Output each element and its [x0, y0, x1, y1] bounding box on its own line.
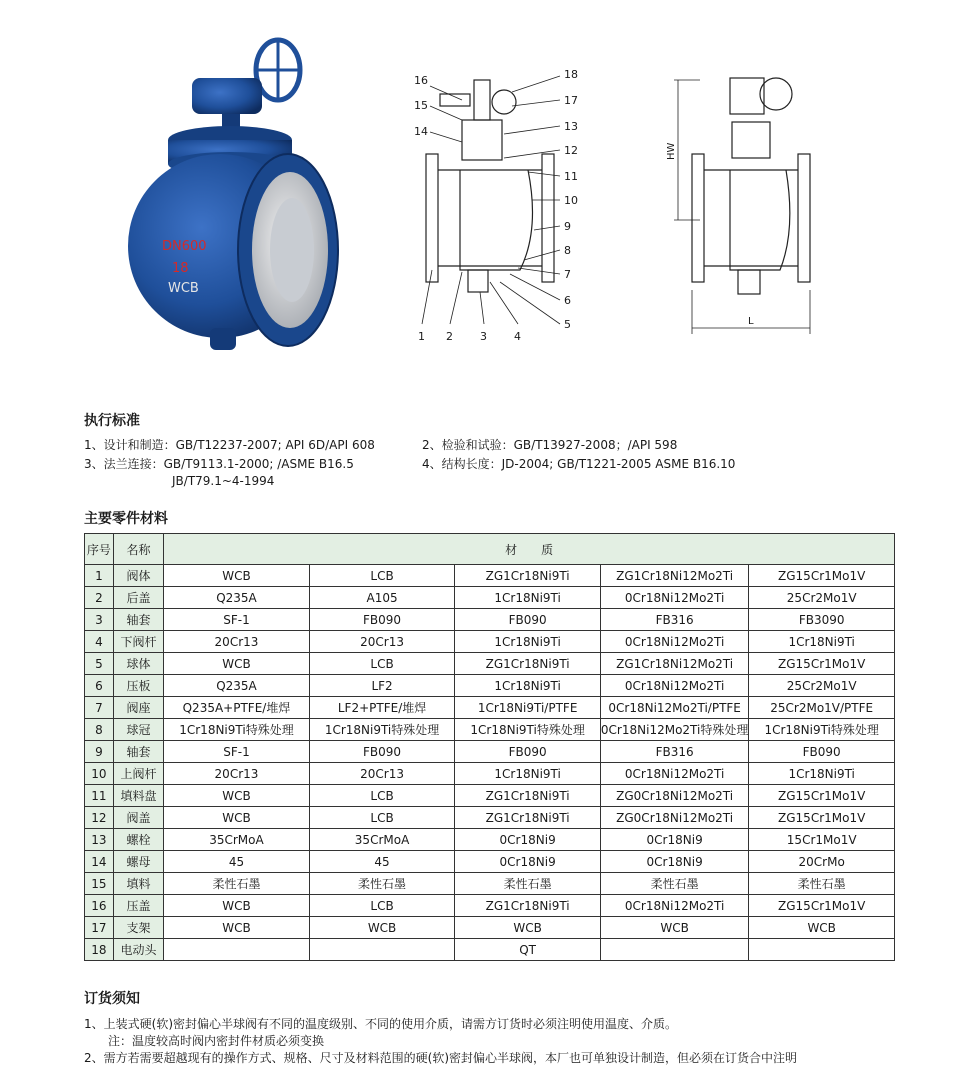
cell-part-name: 上阀杆 [113, 763, 163, 785]
cell-no: 12 [85, 807, 114, 829]
header-name: 名称 [113, 534, 163, 565]
cell-material: 15Cr1Mo1V [749, 829, 895, 851]
cell-material: 1Cr18Ni9Ti [455, 631, 601, 653]
cell-material: 1Cr18Ni9Ti [455, 587, 601, 609]
cell-no: 15 [85, 873, 114, 895]
table-row [85, 587, 895, 609]
cell-material: 柔性石墨 [600, 873, 748, 895]
cell-material: WCB [164, 785, 310, 807]
table-row [85, 873, 895, 895]
cell-material: 45 [164, 851, 310, 873]
callout-2: 2 [446, 330, 453, 343]
cell-no: 1 [85, 565, 114, 587]
cell-material: LCB [309, 807, 455, 829]
cell-material: 20Cr13 [164, 631, 310, 653]
table-row [85, 895, 895, 917]
ordering-line: 2、需方若需要超越现有的操作方式、规格、尺寸及材料范围的硬(软)密封偏心半球阀，本厂也可单独设计制造，但必须在订货合中注明 [84, 1051, 798, 1065]
callout-5: 5 [564, 318, 571, 331]
cell-material: WCB [164, 807, 310, 829]
cell-no: 13 [85, 829, 114, 851]
cell-no: 11 [85, 785, 114, 807]
table-row [85, 653, 895, 675]
standard-item: 1、设计和制造：GB/T12237-2007; API 6D/API 608 [84, 438, 375, 452]
cell-no: 4 [85, 631, 114, 653]
standard-item: 2、检验和试验：GB/T13927-2008；/API 598 [422, 438, 678, 452]
table-row [85, 917, 895, 939]
table-row [85, 829, 895, 851]
cell-material: ZG15Cr1Mo1V [749, 565, 895, 587]
cell-material: ZG1Cr18Ni9Ti [455, 895, 601, 917]
cell-material: 1Cr18Ni9Ti特殊处理 [309, 719, 455, 741]
dimension-l: L [748, 316, 754, 327]
materials-table [84, 533, 895, 961]
callout-18: 18 [564, 68, 578, 81]
header-material: 材 质 [164, 534, 895, 565]
cell-material: FB090 [455, 609, 601, 631]
cell-material: 柔性石墨 [749, 873, 895, 895]
cell-material: 20CrMo [749, 851, 895, 873]
cell-part-name: 阀盖 [113, 807, 163, 829]
table-row [85, 697, 895, 719]
body-mark-class: 18 [172, 261, 189, 276]
cell-material: 1Cr18Ni9Ti/PTFE [455, 697, 601, 719]
cell-material: 35CrMoA [164, 829, 310, 851]
cell-material: 20Cr13 [164, 763, 310, 785]
cell-no: 18 [85, 939, 114, 961]
cell-material: 1Cr18Ni9Ti [455, 763, 601, 785]
cell-material: ZG1Cr18Ni9Ti [455, 653, 601, 675]
standards-title: 执行标准 [84, 413, 140, 429]
cell-no: 7 [85, 697, 114, 719]
cell-no: 16 [85, 895, 114, 917]
table-row [85, 785, 895, 807]
cell-material: WCB [749, 917, 895, 939]
table-row [85, 763, 895, 785]
cell-no: 3 [85, 609, 114, 631]
callout-6: 6 [564, 294, 571, 307]
cell-material: 0Cr18Ni9 [600, 829, 748, 851]
cell-material [164, 939, 310, 961]
standard-item: 3、法兰连接：GB/T9113.1-2000; /ASME B16.5 [84, 457, 354, 471]
cell-material: SF-1 [164, 609, 310, 631]
cell-no: 17 [85, 917, 114, 939]
cell-material: 0Cr18Ni9 [455, 851, 601, 873]
callout-14: 14 [414, 125, 428, 138]
outline-drawing [660, 60, 825, 360]
cell-material: 45 [309, 851, 455, 873]
body-mark-size: DN600 [162, 239, 207, 254]
table-row [85, 631, 895, 653]
table-row [85, 939, 895, 961]
cell-material: WCB [455, 917, 601, 939]
cell-material: 25Cr2Mo1V/PTFE [749, 697, 895, 719]
callout-13: 13 [564, 120, 578, 133]
table-row [85, 741, 895, 763]
cell-material: ZG15Cr1Mo1V [749, 895, 895, 917]
cell-material: Q235A [164, 675, 310, 697]
callout-17: 17 [564, 94, 578, 107]
cell-material: 柔性石墨 [309, 873, 455, 895]
materials-title: 主要零件材料 [84, 511, 168, 527]
cell-part-name: 轴套 [113, 741, 163, 763]
cell-material: WCB [309, 917, 455, 939]
cell-part-name: 电动头 [113, 939, 163, 961]
table-row [85, 807, 895, 829]
cell-material: 25Cr2Mo1V [749, 587, 895, 609]
cell-material: WCB [164, 565, 310, 587]
cell-part-name: 后盖 [113, 587, 163, 609]
cell-material: 柔性石墨 [164, 873, 310, 895]
cell-no: 9 [85, 741, 114, 763]
cell-no: 14 [85, 851, 114, 873]
cell-material: 0Cr18Ni12Mo2Ti/PTFE [600, 697, 748, 719]
cell-material: 0Cr18Ni9 [600, 851, 748, 873]
cell-no: 5 [85, 653, 114, 675]
cell-part-name: 支架 [113, 917, 163, 939]
cell-material: SF-1 [164, 741, 310, 763]
cell-no: 2 [85, 587, 114, 609]
table-row [85, 675, 895, 697]
cell-material: ZG1Cr18Ni12Mo2Ti [600, 565, 748, 587]
cell-part-name: 填料 [113, 873, 163, 895]
cell-part-name: 阀座 [113, 697, 163, 719]
cell-part-name: 球体 [113, 653, 163, 675]
cell-material: ZG15Cr1Mo1V [749, 807, 895, 829]
cell-material: FB090 [309, 741, 455, 763]
table-row [85, 609, 895, 631]
table-row [85, 565, 895, 587]
cell-part-name: 压盖 [113, 895, 163, 917]
cell-material: 1Cr18Ni9Ti [749, 763, 895, 785]
dimension-hw: HW [666, 142, 677, 160]
cell-material: 0Cr18Ni12Mo2Ti [600, 631, 748, 653]
cell-material: 0Cr18Ni9 [455, 829, 601, 851]
cell-material: FB3090 [749, 609, 895, 631]
cell-material: 0Cr18Ni12Mo2Ti [600, 587, 748, 609]
cell-material: ZG1Cr18Ni9Ti [455, 807, 601, 829]
cell-part-name: 球冠 [113, 719, 163, 741]
cell-material: WCB [164, 917, 310, 939]
cell-no: 6 [85, 675, 114, 697]
cell-material: QT [455, 939, 601, 961]
cell-part-name: 轴套 [113, 609, 163, 631]
callout-3: 3 [480, 330, 487, 343]
cell-material: FB090 [749, 741, 895, 763]
cell-material: 25Cr2Mo1V [749, 675, 895, 697]
ordering-title: 订货须知 [84, 991, 140, 1007]
cell-no: 10 [85, 763, 114, 785]
callout-4: 4 [514, 330, 521, 343]
cell-material: 0Cr18Ni12Mo2Ti [600, 895, 748, 917]
cell-material: LCB [309, 785, 455, 807]
cell-material: ZG0Cr18Ni12Mo2Ti [600, 785, 748, 807]
standard-item: 4、结构长度：JD-2004; GB/T1221-2005 ASME B16.10 [422, 457, 736, 471]
header-no: 序号 [85, 534, 114, 565]
cell-material: A105 [309, 587, 455, 609]
cell-material: 1Cr18Ni9Ti特殊处理 [164, 719, 310, 741]
callout-11: 11 [564, 170, 578, 183]
cell-material: LCB [309, 653, 455, 675]
cell-material [600, 939, 748, 961]
cell-material: 柔性石墨 [455, 873, 601, 895]
cell-material: 1Cr18Ni9Ti [455, 675, 601, 697]
cell-part-name: 填料盘 [113, 785, 163, 807]
cell-material: Q235A [164, 587, 310, 609]
cell-material: LF2+PTFE/堆焊 [309, 697, 455, 719]
cell-material: ZG15Cr1Mo1V [749, 785, 895, 807]
cell-part-name: 压板 [113, 675, 163, 697]
standard-item: JB/T79.1~4-1994 [172, 474, 275, 488]
cell-material: LCB [309, 895, 455, 917]
cell-material: 0Cr18Ni12Mo2Ti [600, 675, 748, 697]
cell-material: FB090 [309, 609, 455, 631]
cell-part-name: 阀体 [113, 565, 163, 587]
cell-material: 0Cr18Ni12Mo2Ti [600, 763, 748, 785]
cell-material: LF2 [309, 675, 455, 697]
table-row [85, 851, 895, 873]
cell-material: ZG1Cr18Ni9Ti [455, 565, 601, 587]
callout-9: 9 [564, 220, 571, 233]
cell-part-name: 螺母 [113, 851, 163, 873]
callout-7: 7 [564, 268, 571, 281]
ordering-line: 1、上装式硬(软)密封偏心半球阀有不同的温度级别、不同的使用介质，请需方订货时必须注明使用温度、介质。 [84, 1017, 678, 1031]
cell-material: 20Cr13 [309, 763, 455, 785]
cell-part-name: 螺栓 [113, 829, 163, 851]
cell-no: 8 [85, 719, 114, 741]
cell-material: WCB [600, 917, 748, 939]
cell-material: 0Cr18Ni12Mo2Ti特殊处理 [600, 719, 748, 741]
callout-8: 8 [564, 244, 571, 257]
cell-material [749, 939, 895, 961]
cell-material: LCB [309, 565, 455, 587]
body-mark-material: WCB [168, 281, 199, 296]
cell-material: 1Cr18Ni9Ti [749, 631, 895, 653]
cell-material: WCB [164, 653, 310, 675]
cell-material: 1Cr18Ni9Ti特殊处理 [749, 719, 895, 741]
callout-16: 16 [414, 74, 428, 87]
callout-10: 10 [564, 194, 578, 207]
ordering-note: 注：温度较高时阀内密封件材质必须变换 [108, 1034, 325, 1048]
cell-material: WCB [164, 895, 310, 917]
cell-material: ZG15Cr1Mo1V [749, 653, 895, 675]
cell-material: ZG0Cr18Ni12Mo2Ti [600, 807, 748, 829]
cell-material: 1Cr18Ni9Ti特殊处理 [455, 719, 601, 741]
valve-photo [110, 28, 350, 358]
cell-material: ZG1Cr18Ni9Ti [455, 785, 601, 807]
cell-material: FB316 [600, 609, 748, 631]
cell-material: FB316 [600, 741, 748, 763]
callout-12: 12 [564, 144, 578, 157]
cell-material: FB090 [455, 741, 601, 763]
cell-part-name: 下阀杆 [113, 631, 163, 653]
callout-1: 1 [418, 330, 425, 343]
sectional-drawing [400, 60, 600, 360]
cell-material: 20Cr13 [309, 631, 455, 653]
table-row [85, 719, 895, 741]
cell-material: ZG1Cr18Ni12Mo2Ti [600, 653, 748, 675]
callout-15: 15 [414, 99, 428, 112]
cell-material: 35CrMoA [309, 829, 455, 851]
cell-material [309, 939, 455, 961]
cell-material: Q235A+PTFE/堆焊 [164, 697, 310, 719]
